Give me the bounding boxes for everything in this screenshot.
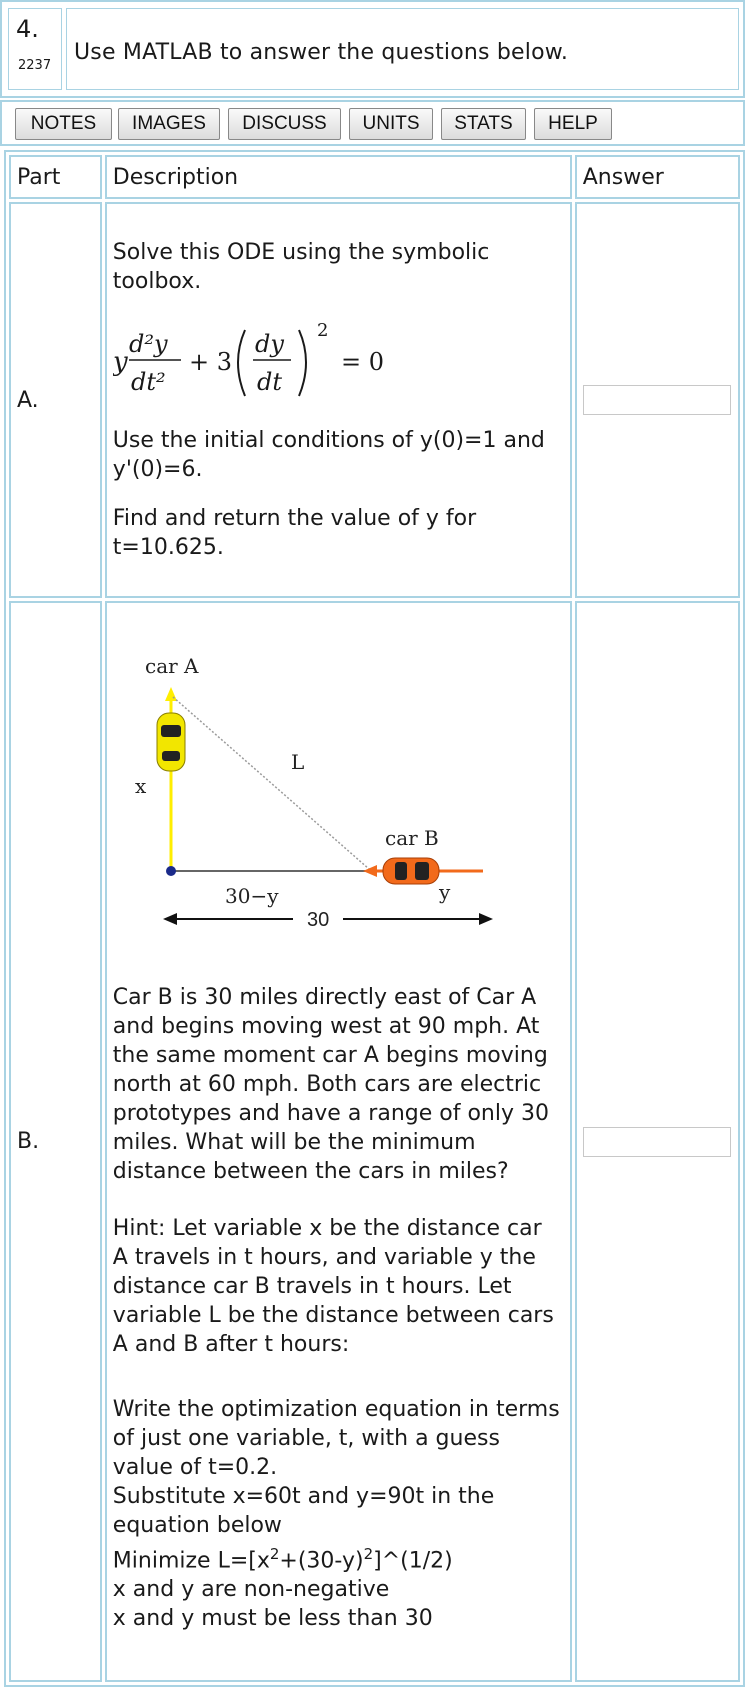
part-b-instruction-1: Write the optimization equation in terms of just one variable, t, with a guess value of t=0.2. bbox=[112, 1397, 560, 1480]
minimize-suffix: ]^(1/2) bbox=[373, 1548, 453, 1574]
part-a-task: Find and return the value of y for t=10.625. bbox=[112, 506, 477, 560]
eq-plus-three: + 3 bbox=[188, 348, 232, 376]
car-a-label: car A bbox=[144, 654, 199, 678]
part-a-description bbox=[105, 202, 572, 598]
cars-diagram bbox=[113, 613, 553, 963]
question-id: 2237 bbox=[18, 58, 52, 73]
total-arrow-right-head bbox=[479, 913, 493, 925]
part-a-answer-cell bbox=[575, 202, 740, 598]
distance-l-line bbox=[173, 697, 369, 869]
header-part: Part bbox=[9, 155, 102, 199]
eq-power: 2 bbox=[316, 320, 329, 341]
question-header bbox=[0, 0, 745, 98]
car-b-icon bbox=[383, 858, 439, 884]
notes-button[interactable]: NOTES bbox=[15, 108, 112, 140]
part-b-label: B. bbox=[9, 601, 102, 1682]
eq-equals-zero: = 0 bbox=[340, 348, 384, 376]
eq-d2y: d²y bbox=[128, 330, 168, 358]
minimize-prefix: Minimize L=[x bbox=[112, 1548, 270, 1574]
part-b-hint: Hint: Let variable x be the distance car A travels in t hours, and variable y the distance car B travels in t hours. Let variable L be the distance between cars A and B after t hours: bbox=[112, 1216, 554, 1357]
discuss-button[interactable]: DISCUSS bbox=[228, 108, 341, 140]
part-a-conditions: Use the initial conditions of y(0)=1 and y'(0)=6. bbox=[112, 428, 545, 482]
minimize-mid: +(30-y) bbox=[279, 1548, 364, 1574]
part-b-instruction-2: Substitute x=60t and y=90t in the equation below bbox=[112, 1484, 495, 1538]
part-a-answer-input[interactable] bbox=[583, 385, 731, 415]
car-b-arrowhead bbox=[363, 865, 377, 877]
eq-left-paren bbox=[238, 330, 245, 396]
car-a-arrowhead bbox=[165, 687, 177, 701]
minimize-sup-2: 2 bbox=[363, 1545, 374, 1563]
stats-button[interactable]: STATS bbox=[441, 108, 526, 140]
images-button[interactable]: IMAGES bbox=[118, 108, 220, 140]
l-label: L bbox=[290, 750, 305, 774]
question-text: Use MATLAB to answer the questions below. bbox=[74, 40, 569, 65]
ode-equation bbox=[113, 312, 413, 408]
table-row-part-a bbox=[9, 202, 740, 598]
part-b-constraint-1: x and y are non-negative bbox=[112, 1577, 390, 1603]
part-b-problem: Car B is 30 miles directly east of Car A and begins moving west at 90 mph. At the same moment car A begins moving north at 60 mph. Both cars are electric prototypes and have a range of only 30 miles. What will be the minimum distance between the cars in miles? bbox=[112, 985, 549, 1184]
y-label: y bbox=[438, 880, 451, 904]
eq-y: y bbox=[112, 347, 128, 377]
total-arrow-left-head bbox=[163, 913, 177, 925]
x-label: x bbox=[134, 774, 147, 798]
part-b-constraint-2: x and y must be less than 30 bbox=[112, 1606, 433, 1632]
help-button[interactable]: HELP bbox=[534, 108, 612, 140]
eq-dt: dt bbox=[256, 368, 282, 396]
origin-dot bbox=[166, 866, 176, 876]
question-number: 4. bbox=[16, 15, 39, 43]
car-b-label: car B bbox=[384, 826, 439, 850]
part-a-intro: Solve this ODE using the symbolic toolbox. bbox=[112, 240, 490, 294]
units-button[interactable]: UNITS bbox=[349, 108, 433, 140]
diff-label: 30−y bbox=[224, 884, 279, 908]
eq-dy: dy bbox=[254, 330, 284, 358]
parts-table bbox=[4, 150, 745, 1687]
part-a-equation bbox=[113, 312, 560, 408]
toolbar bbox=[0, 100, 745, 146]
part-b-description bbox=[105, 601, 572, 1682]
table-row-part-b bbox=[9, 601, 740, 1682]
eq-right-paren bbox=[299, 330, 306, 396]
cars-figure bbox=[113, 613, 560, 983]
header-description: Description bbox=[105, 155, 572, 199]
eq-dt2: dt² bbox=[130, 368, 166, 396]
minimize-sup-1: 2 bbox=[269, 1545, 280, 1563]
part-a-label: A. bbox=[9, 202, 102, 598]
car-a-icon bbox=[157, 713, 185, 771]
part-b-minimize bbox=[113, 1540, 560, 1575]
table-header-row bbox=[9, 155, 740, 199]
header-answer: Answer bbox=[575, 155, 740, 199]
total-label: 30 bbox=[306, 909, 330, 931]
part-b-answer-cell bbox=[575, 601, 740, 1682]
part-b-answer-input[interactable] bbox=[583, 1127, 731, 1157]
